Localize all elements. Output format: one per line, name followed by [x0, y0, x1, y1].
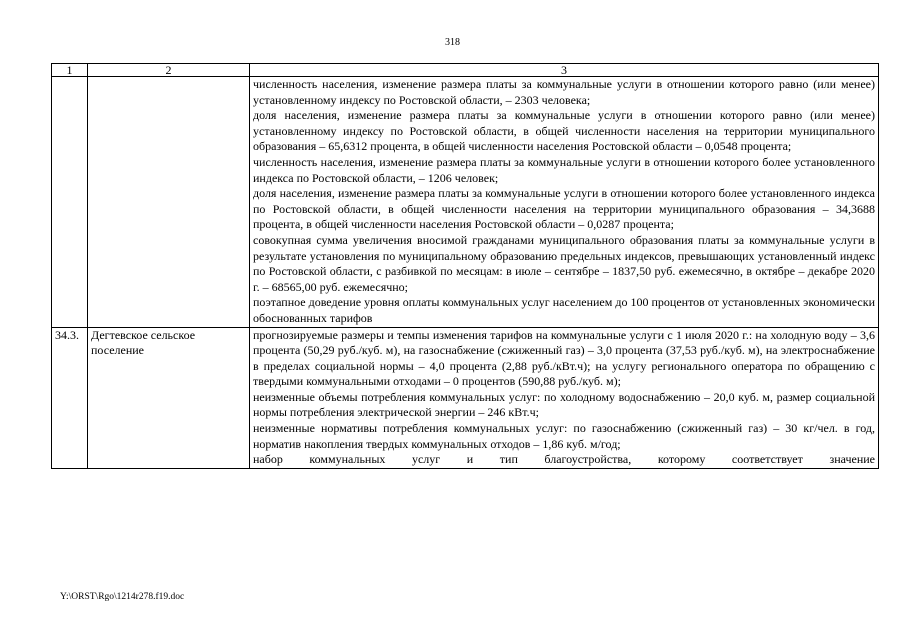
column-header-3: 3 — [250, 64, 879, 77]
table-row — [52, 77, 879, 328]
paragraph: набор коммунальных услуг и тип благоустройства, которому соответствует значение — [253, 452, 875, 467]
paragraph: совокупная сумма увеличения вносимой гражданами муниципального образования платы за коммунальные услуги в результате установления по муниципальному образованию предельных индексов, превышающих установленный индекс по Ростовской области, с разбивкой по месяцам: в июле – сентябре – 1837,50 руб. ежемесячно, в октябре – декабре 2020 г. – 68565,00 руб. ежемесячно; — [253, 232, 875, 294]
table-header-row — [52, 64, 879, 77]
document-table — [51, 63, 879, 469]
footer-file-path: Y:\ORST\Rgo\1214r278.f19.doc — [60, 592, 185, 602]
row-number: 34.3. — [52, 327, 88, 468]
column-header-2: 2 — [88, 64, 250, 77]
column-header-1: 1 — [52, 64, 88, 77]
paragraph: численность населения, изменение размера платы за коммунальные услуги в отношении которого более установленного индекса по Ростовской области, – 1206 человек; — [253, 154, 875, 185]
paragraph: поэтапное доведение уровня оплаты коммунальных услуг населением до 100 процентов от установленных экономически обоснованных тарифов — [253, 295, 875, 325]
row-content — [250, 77, 879, 328]
row-name: Дегтевское сельское поселение — [88, 327, 250, 468]
table-row — [52, 327, 879, 468]
paragraph: доля населения, изменение размера платы за коммунальные услуги в отношении которого более установленного индекса по Ростовской области, в общей численности населения на территории муниципального образования – 34,3688 процента, в общей численности населения Ростовской области – 0,0287 процента; — [253, 186, 875, 232]
paragraph: доля населения, изменение размера платы за коммунальные услуги в отношении которого равно (или менее) установленному индексу по Ростовской области, в общей численности населения на территории муниципального образования – 65,6312 процента, в общей численности населения Ростовской области – 0,0548 процента; — [253, 108, 875, 154]
paragraph: численность населения, изменение размера платы за коммунальные услуги в отношении которого равно (или менее) установленному индексу по Ростовской области, – 2303 человека; — [253, 77, 875, 107]
row-name — [88, 77, 250, 328]
page-number: 318 — [445, 37, 460, 48]
paragraph: прогнозируемые размеры и темпы изменения тарифов на коммунальные услуги с 1 июля 2020 г.: на холодную воду – 3,6 процента (50,29 руб./куб. м), на газоснабжение (сжиженный газ) – 3,0 процента (37,53 руб./куб. м), на электроснабжение в пределах социальной нормы – 4,0 процента (2,88 руб./кВт.ч); на услугу регионального оператора по обращению с твердыми коммунальными отходами – 0 процентов (590,88 руб./куб. м); — [253, 327, 875, 389]
paragraph: неизменные нормативы потребления коммунальных услуг: по газоснабжению (сжиженный газ) – 30 кг/чел. в год, норматив накопления твердых коммунальных отходов – 1,86 куб. м/год; — [253, 421, 875, 451]
paragraph: неизменные объемы потребления коммунальных услуг: по холодному водоснабжению – 20,0 куб. м, размер социальной нормы потребления электрической энергии – 246 кВт.ч; — [253, 389, 875, 420]
row-content — [250, 327, 879, 468]
row-number — [52, 77, 88, 328]
